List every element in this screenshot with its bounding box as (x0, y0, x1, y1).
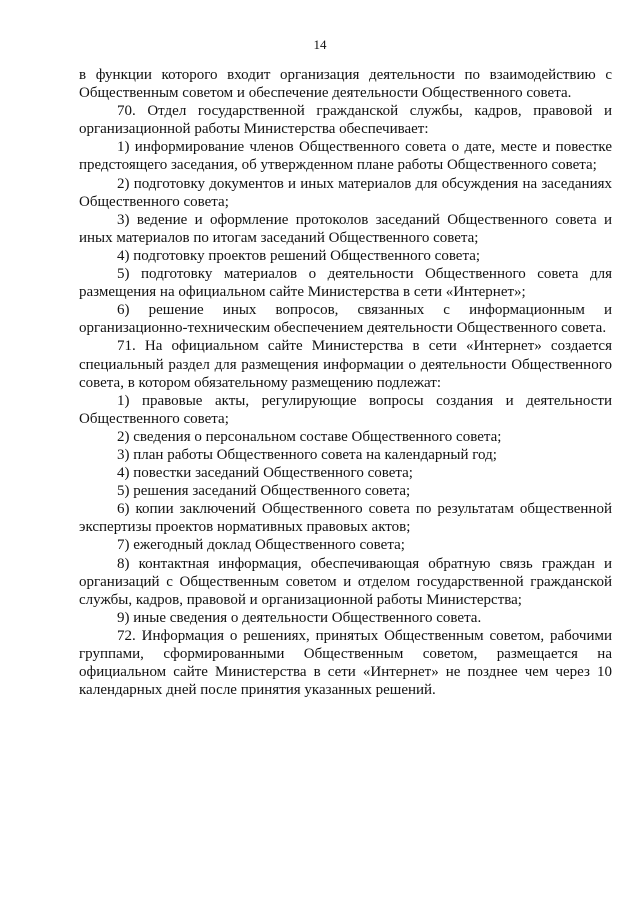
list-item-71-2: 2) сведения о персональном составе Общественного совета; (117, 428, 502, 445)
paragraph-72: 72. Информация о решениях, принятых Общественным советом, рабочими группами, сформированными Общественным советом, размещается на официальном сайте Министерства в сети «Интернет» не позднее чем через 10 календарных дней после принятия указанных решений. (79, 627, 612, 699)
page-number: 14 (313, 37, 327, 52)
list-item-71-3: 3) план работы Общественного совета на календарный год; (117, 446, 497, 463)
list-item-71-5: 5) решения заседаний Общественного совета; (117, 483, 411, 500)
paragraph-continuation: в функции которого входит организация деятельности по взаимодействию с Общественным советом и обеспечение деятельности Общественного совета. (79, 67, 612, 102)
list-item-71-7: 7) ежегодный доклад Общественного совета; (117, 537, 405, 554)
list-item-70-5: 5) подготовку материалов о деятельности Общественного совета для размещения на официальном сайте Министерства в сети «Интернет»; (79, 266, 612, 301)
list-item-71-6: 6) копии заключений Общественного совета по результатам общественной экспертизы проектов нормативных правовых актов; (79, 501, 612, 536)
list-item-70-1: 1) информирование членов Общественного совета о дате, месте и повестке предстоящего заседания, об утвержденном плане работы Общественного совета; (79, 139, 612, 174)
list-item-71-1: 1) правовые акты, регулирующие вопросы создания и деятельности Общественного совета; (79, 392, 612, 427)
list-item-71-8: 8) контактная информация, обеспечивающая обратную связь граждан и организаций с Общественным советом и отделом государственной гражданской службы, кадров, правовой и организационной работы Министерства; (79, 555, 612, 608)
list-item-71-9: 9) иные сведения о деятельности Общественного совета. (117, 609, 482, 626)
list-item-70-6: 6) решение иных вопросов, связанных с информационным и организационно-техническим обеспечением деятельности Общественного совета. (79, 302, 612, 337)
paragraph-70: 70. Отдел государственной гражданской службы, кадров, правовой и организационной работы Министерства обеспечивает: (79, 103, 612, 138)
body-text (79, 66, 612, 699)
paragraph-71: 71. На официальном сайте Министерства в сети «Интернет» создается специальный раздел для размещения информации о деятельности Общественного совета, в котором обязательному размещению подлежат: (79, 338, 612, 391)
list-item-71-4: 4) повестки заседаний Общественного совета; (117, 465, 413, 482)
list-item-70-3: 3) ведение и оформление протоколов заседаний Общественного совета и иных материалов по итогам заседаний Общественного совета; (79, 211, 612, 246)
list-item-70-4: 4) подготовку проектов решений Общественного совета; (117, 247, 481, 264)
list-item-70-2: 2) подготовку документов и иных материалов для обсуждения на заседаниях Общественного совета; (79, 175, 612, 210)
